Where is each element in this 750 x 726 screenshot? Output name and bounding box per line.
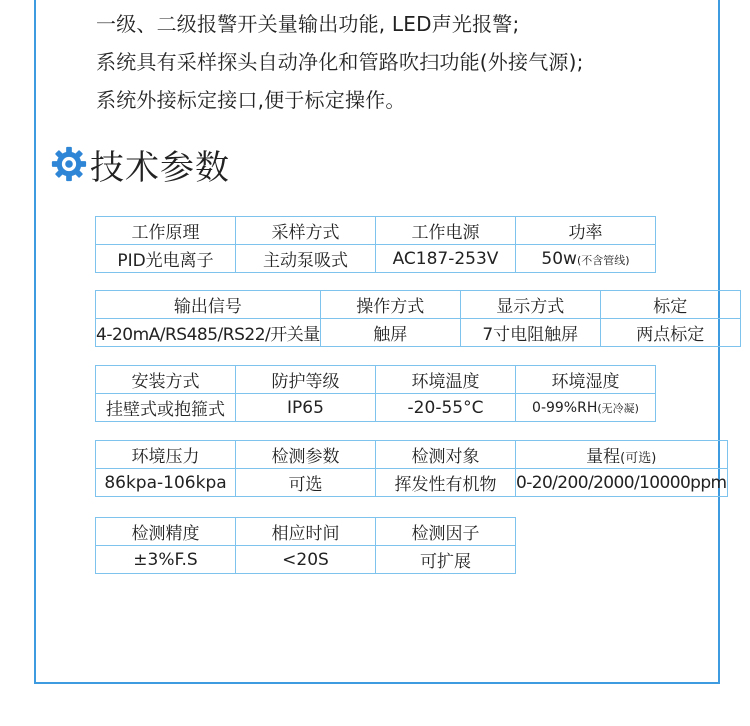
gear-icon: [50, 145, 88, 183]
spec-value: <20S: [236, 546, 376, 574]
spec-value-row: [96, 469, 728, 497]
spec-header: 环境压力: [96, 441, 236, 469]
spec-group-output: [95, 290, 741, 347]
spec-header: 检测对象: [376, 441, 516, 469]
spec-value: 主动泵吸式: [236, 245, 376, 273]
feature-line-calibration: 系统外接标定接口,便于标定操作。: [96, 88, 406, 112]
spec-value: 0-20/200/2000/10000ppm: [516, 469, 728, 497]
spec-header: 输出信号: [96, 291, 321, 319]
spec-header-row: [96, 518, 516, 546]
spec-group-installation: [95, 365, 656, 422]
spec-header: 功率: [516, 217, 656, 245]
spec-value-cell: [516, 245, 656, 273]
spec-value-row: [96, 546, 516, 574]
spec-header-row: [96, 441, 728, 469]
spec-value: 0-99%RH: [532, 399, 598, 416]
section-header: [50, 142, 230, 186]
spec-header: 防护等级: [236, 366, 376, 394]
feature-line-purge: 系统具有采样探头自动净化和管路吹扫功能(外接气源);: [96, 50, 584, 74]
spec-header: 工作电源: [376, 217, 516, 245]
spec-header: 相应时间: [236, 518, 376, 546]
spec-group-principle: [95, 216, 656, 273]
spec-header: 标定: [600, 291, 740, 319]
spec-header: 显示方式: [460, 291, 600, 319]
feature-line-alarm: 一级、二级报警开关量输出功能, LED声光报警;: [96, 12, 520, 36]
spec-header: 环境温度: [376, 366, 516, 394]
spec-value: 挂壁式或抱箍式: [96, 394, 236, 422]
spec-value: 4-20mA/RS485/RS22/开关量: [96, 319, 321, 347]
spec-header-note: (可选): [620, 451, 657, 466]
spec-header: 检测因子: [376, 518, 516, 546]
spec-header: 检测参数: [236, 441, 376, 469]
spec-value: ±3%F.S: [96, 546, 236, 574]
spec-value: IP65: [236, 394, 376, 422]
section-title: 技术参数: [90, 147, 230, 188]
spec-value: 可选: [236, 469, 376, 497]
spec-note: (无冷凝): [597, 401, 639, 415]
spec-header-row: [96, 366, 656, 394]
spec-value: 86kpa-106kpa: [96, 469, 236, 497]
spec-header: 采样方式: [236, 217, 376, 245]
spec-header-row: [96, 291, 741, 319]
spec-header: 环境湿度: [516, 366, 656, 394]
spec-value: AC187-253V: [376, 245, 516, 273]
spec-note: (不含管线): [576, 253, 630, 267]
spec-value: -20-55°C: [376, 394, 516, 422]
spec-value: 触屏: [320, 319, 460, 347]
spec-group-accuracy: [95, 517, 516, 574]
spec-header: 检测精度: [96, 518, 236, 546]
spec-value-row: [96, 394, 656, 422]
spec-value-cell: [516, 394, 656, 422]
spec-value: PID光电离子: [96, 245, 236, 273]
spec-header: 量程: [586, 447, 621, 467]
spec-header: 操作方式: [320, 291, 460, 319]
spec-value-row: [96, 245, 656, 273]
spec-value-row: [96, 319, 741, 347]
spec-group-environment: [95, 440, 728, 497]
spec-value: 两点标定: [600, 319, 740, 347]
spec-header: 安装方式: [96, 366, 236, 394]
spec-header: 工作原理: [96, 217, 236, 245]
spec-header-row: [96, 217, 656, 245]
spec-value: 可扩展: [376, 546, 516, 574]
spec-value: 7寸电阻触屏: [460, 319, 600, 347]
spec-value: 挥发性有机物: [376, 469, 516, 497]
spec-value: 50w: [541, 248, 577, 269]
spec-header-cell: [516, 441, 728, 469]
